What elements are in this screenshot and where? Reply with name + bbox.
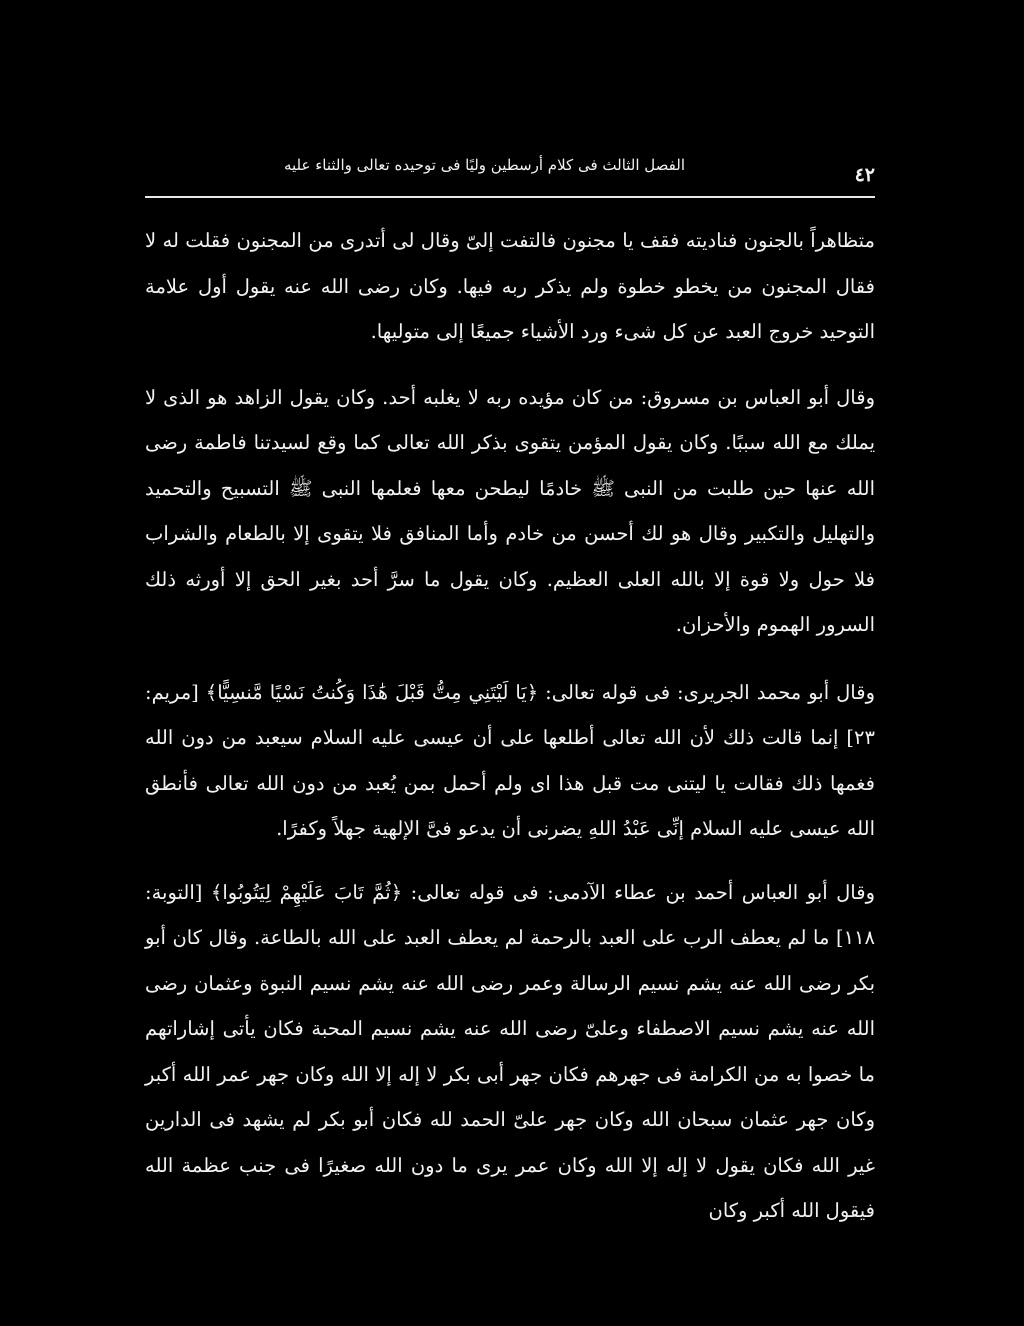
page-number: ٤٢ [854, 164, 875, 186]
paragraph: وقال أبو محمد الجريرى: فى قوله تعالى: ﴿يَا لَيْتَنِي مِتُّ قَبْلَ هَٰذَا وَكُنتُ نَسْيًا مَّنسِيًّا﴾ [مريم: ٢٣] إنما قالت ذلك لأن الله تعالى أطلعها على أن عيسى عليه السلام سيعبد من دون الله فغمها ذلك فقالت يا ليتنى مت قبل هذا اى ولم أحمل بمن يُعبد من دون الله تعالى فأنطق الله عيسى عليه السلام إنِّى عَبْدُ اللهِ يضرنى أن يدعو فىَّ الإلهية جهلاً وكفرًا. [145, 680, 875, 840]
running-header [145, 150, 875, 190]
header-divider [145, 196, 875, 198]
chapter-running-title: الفصل الثالث فى كلام أرسطين وليًا فى توحيده تعالى والثناء عليه [283, 156, 685, 174]
paragraph: متظاهراً بالجنون فناديته فقف يا مجنون فالتفت إلىّ وقال لى أتدرى من المجنون فقلت له لا فقال المجنون من يخطو خطوة ولم يذكر ربه فيها. وكان رضى الله عنه يقول أول علامة التوحيد خروج العبد عن كل شىء ورد الأشياء جميعًا إلى متوليها. [145, 229, 875, 343]
page-body [145, 218, 875, 1234]
paragraph: وقال أبو العباس بن مسروق: من كان مؤيده ربه لا يغلبه أحد. وكان يقول الزاهد هو الذى لا يملك مع الله سببًا. وكان يقول المؤمن يتقوى بذكر الله تعالى كما وقع لسيدتنا فاطمة رضى الله عنها حين طلبت من النبى ﷺ خادمًا ليطحن معها فعلمها النبى ﷺ التسبيح والتحميد والتهليل والتكبير وقال هو لك أحسن من خادم وأما المنافق فلا يتقوى إلا بالطعام والشراب فلا حول ولا قوة إلا بالله العلى العظيم. وكان يقول ما سرَّ أحد بغير الحق إلا أورثه ذلك السرور الهموم والأحزان. [145, 385, 875, 636]
paragraph: وقال أبو العباس أحمد بن عطاء الآدمى: فى قوله تعالى: ﴿ثُمَّ تَابَ عَلَيْهِمْ لِيَتُوبُوا﴾ [التوبة: ١١٨] ما لم يعطف الرب على العبد بالرحمة لم يعطف العبد على الله بالطاعة. وقال كان أبو بكر رضى الله عنه يشم نسيم الرسالة وعمر رضى الله عنه يشم نسيم النبوة وعثمان رضى الله عنه يشم نسيم الاصطفاء وعلىّ رضى الله عنه يشم نسيم المحبة فكان يأتى إشاراتهم ما خصوا به من الكرامة فى جهرهم فكان جهر أبى بكر لا إله إلا الله وكان جهر عمر الله أكبر وكان جهر عثمان سبحان الله وكان جهر علىّ الحمد لله فكان أبو بكر لم يشهد فى الدارين غير الله فكان يقول لا إله إلا الله وكان عمر يرى ما دون الله صغيرًا فى جنب عظمة الله فيقول الله أكبر وكان [145, 880, 875, 1222]
